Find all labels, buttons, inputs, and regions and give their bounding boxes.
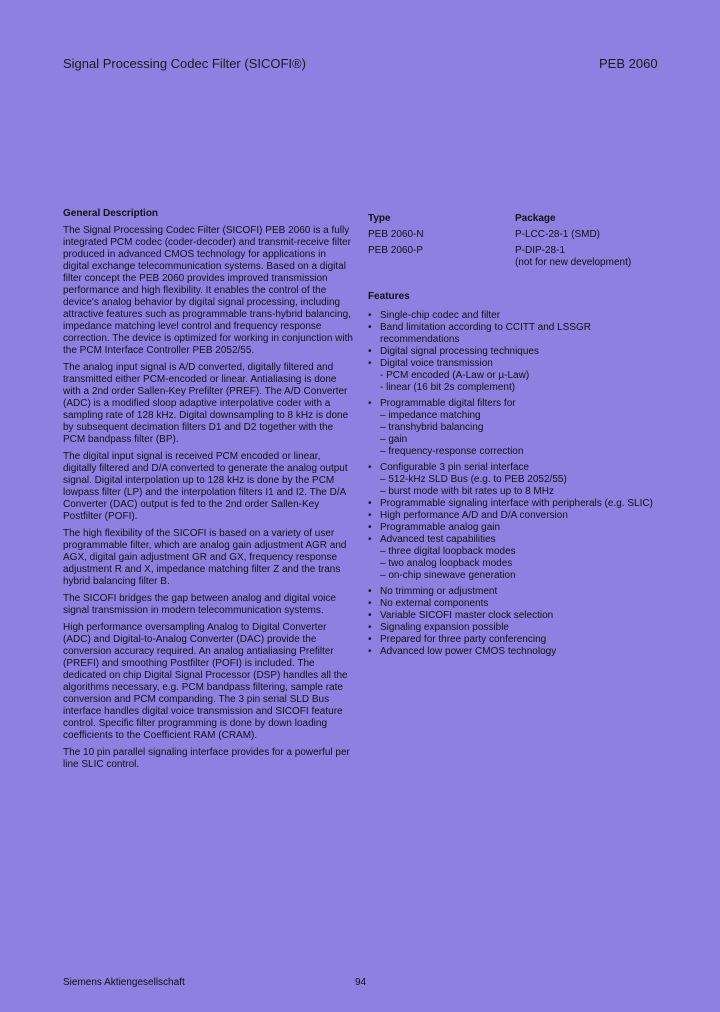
description-paragraph: The digital input signal is received PCM encoded or linear, digitally filtered and D/A converted to generate the analog output signal. Digital interpolation up to 128 kHz is done by the PCM lowpass filter (LP) and the interpolation filters I1 and I2. The D/A Converter (DAC) output is fed to the 2nd order Sallen-Key Postfilter (POFI). [63,451,348,522]
feature-text: Programmable analog gain [380,522,501,533]
package-cell [515,245,658,269]
package-note: (not for new development) [515,257,632,268]
feature-sub-list [380,370,658,394]
description-paragraph: The SICOFI bridges the gap between analog and digital voice signal transmission in modern telecommunication systems. [63,593,336,616]
feature-item [368,510,658,522]
feature-sub-item: – transhybrid balancing [380,422,484,433]
general-description-heading: General Description [63,208,159,219]
feature-sub-item: - PCM encoded (A-Law or µ-Law) [380,370,530,381]
type-column-header: Type [368,213,391,224]
feature-sub-item: - linear (16 bit 2s complement) [380,382,516,393]
page-title: Signal Processing Codec Filter (SICOFI®) [63,56,306,71]
feature-item [368,522,658,534]
package-value: P-DIP-28-1 [515,245,566,256]
description-paragraph: The Signal Processing Codec Filter (SICOFI) PEB 2060 is a fully integrated PCM codec (coder-decoder) and transmit-receive filter produced in advanced CMOS technology for applications in digital exchange telecommunication systems. Based on a digital filter concept the PEB 2060 provides improved transmission performance and high flexibility. It enables the control of the device's analog behavior by digital signal processing, including attractive features such as programmable trans-hybrid balancing, impedance matching level control and frequency response correction. The device is optimized for working in conjunction with the PCM Interface Controller PEB 2052/55. [63,225,353,356]
feature-text: Advanced low power CMOS technology [380,646,557,657]
ordering-table [368,213,658,269]
feature-text: Band limitation according to CCITT and LSSGR recommendations [380,322,592,345]
feature-text: Variable SICOFI master clock selection [380,610,554,621]
feature-text: Digital voice transmission [380,358,493,369]
feature-sub-item: – 512-kHz SLD Bus (e.g. to PEB 2052/55) [380,474,567,485]
features-list [368,310,658,658]
feature-sub-item: – frequency-response correction [380,446,524,457]
feature-item [368,346,658,358]
package-column-header: Package [515,213,556,224]
feature-text: Single-chip codec and filter [380,310,501,321]
general-description-section [63,208,353,776]
feature-text: No trimming or adjustment [380,586,498,597]
feature-item [368,310,658,322]
feature-item [368,622,658,634]
feature-sub-item: – three digital loopback modes [380,546,516,557]
specs-section [368,213,658,658]
feature-sub-item: – two analog loopback modes [380,558,513,569]
feature-item [368,498,658,510]
type-cell: PEB 2060-P [368,245,424,256]
feature-text: Programmable signaling interface with peripherals (e.g. SLIC) [380,498,653,509]
feature-sub-item: – impedance matching [380,410,481,421]
feature-item [368,634,658,646]
description-paragraph: The 10 pin parallel signaling interface provides for a powerful per line SLIC control. [63,747,350,770]
feature-sub-item: – burst mode with bit rates up to 8 MHz [380,486,554,497]
page-number: 94 [355,977,367,988]
features-heading: Features [368,291,410,302]
feature-item [368,598,658,610]
feature-item [368,462,658,498]
feature-sub-list [380,410,658,458]
feature-item [368,358,658,394]
feature-sub-item: – gain [380,434,408,445]
feature-text: Prepared for three party conferencing [380,634,547,645]
feature-text: Advanced test capabilities [380,534,496,545]
feature-item [368,534,658,582]
package-cell: P-LCC-28-1 (SMD) [515,229,601,240]
feature-text: Programmable digital filters for [380,398,516,409]
feature-item [368,610,658,622]
feature-item [368,322,658,346]
feature-item [368,398,658,458]
part-number: PEB 2060 [599,56,658,71]
type-cell: PEB 2060-N [368,229,424,240]
feature-text: High performance A/D and D/A conversion [380,510,568,521]
feature-text: Configurable 3 pin serial interface [380,462,529,473]
feature-sub-list [380,546,658,582]
feature-item [368,646,658,658]
description-paragraph: The analog input signal is A/D converted, digitally filtered and transmitted either PCM-encoded or linear. Antialiasing is done with a 2nd order Sallen-Key Prefilter (PREF). The A/D Converter (ADC) is a modified sloop adaptive interpolative coder with a sampling rate of 128 kHz. Digital downsampling to 8 kHz is done by subsequent decimation filters D1 and D2 together with the PCM bandpass filter (BP). [63,362,349,445]
feature-text: Digital signal processing techniques [380,346,539,357]
feature-sub-list [380,474,658,498]
feature-item [368,586,658,598]
description-paragraph: High performance oversampling Analog to Digital Converter (ADC) and Digital-to-Analog Converter (DAC) provide the conversion accuracy required. An analog antialiasing Prefilter (PREFI) and smoothing Postfilter (POFI) is included. The dedicated on chip Digital Signal Processor (DSP) handles all the algorithms necessary, e.g. PCM bandpass filtering, sample rate conversion and PCM companding. The 3 pin serial SLD Bus interface handles digital voice transmission and SICOFI feature control. Specific filter programming is done by down loading coefficients to the Coefficient RAM (CRAM). [63,622,348,741]
description-paragraph: The high flexibility of the SICOFI is based on a variety of user programmable filter, which are analog gain adjustment AGR and AGX, digital gain adjustment GR and GX, frequency response adjustment R and X, impedance matching filter Z and the trans hybrid balancing filter B. [63,528,347,587]
feature-text: No external components [380,598,489,609]
feature-text: Signaling expansion possible [380,622,509,633]
footer-company: Siemens Aktiengesellschaft [63,977,185,988]
feature-sub-item: – on-chip sinewave generation [380,570,516,581]
